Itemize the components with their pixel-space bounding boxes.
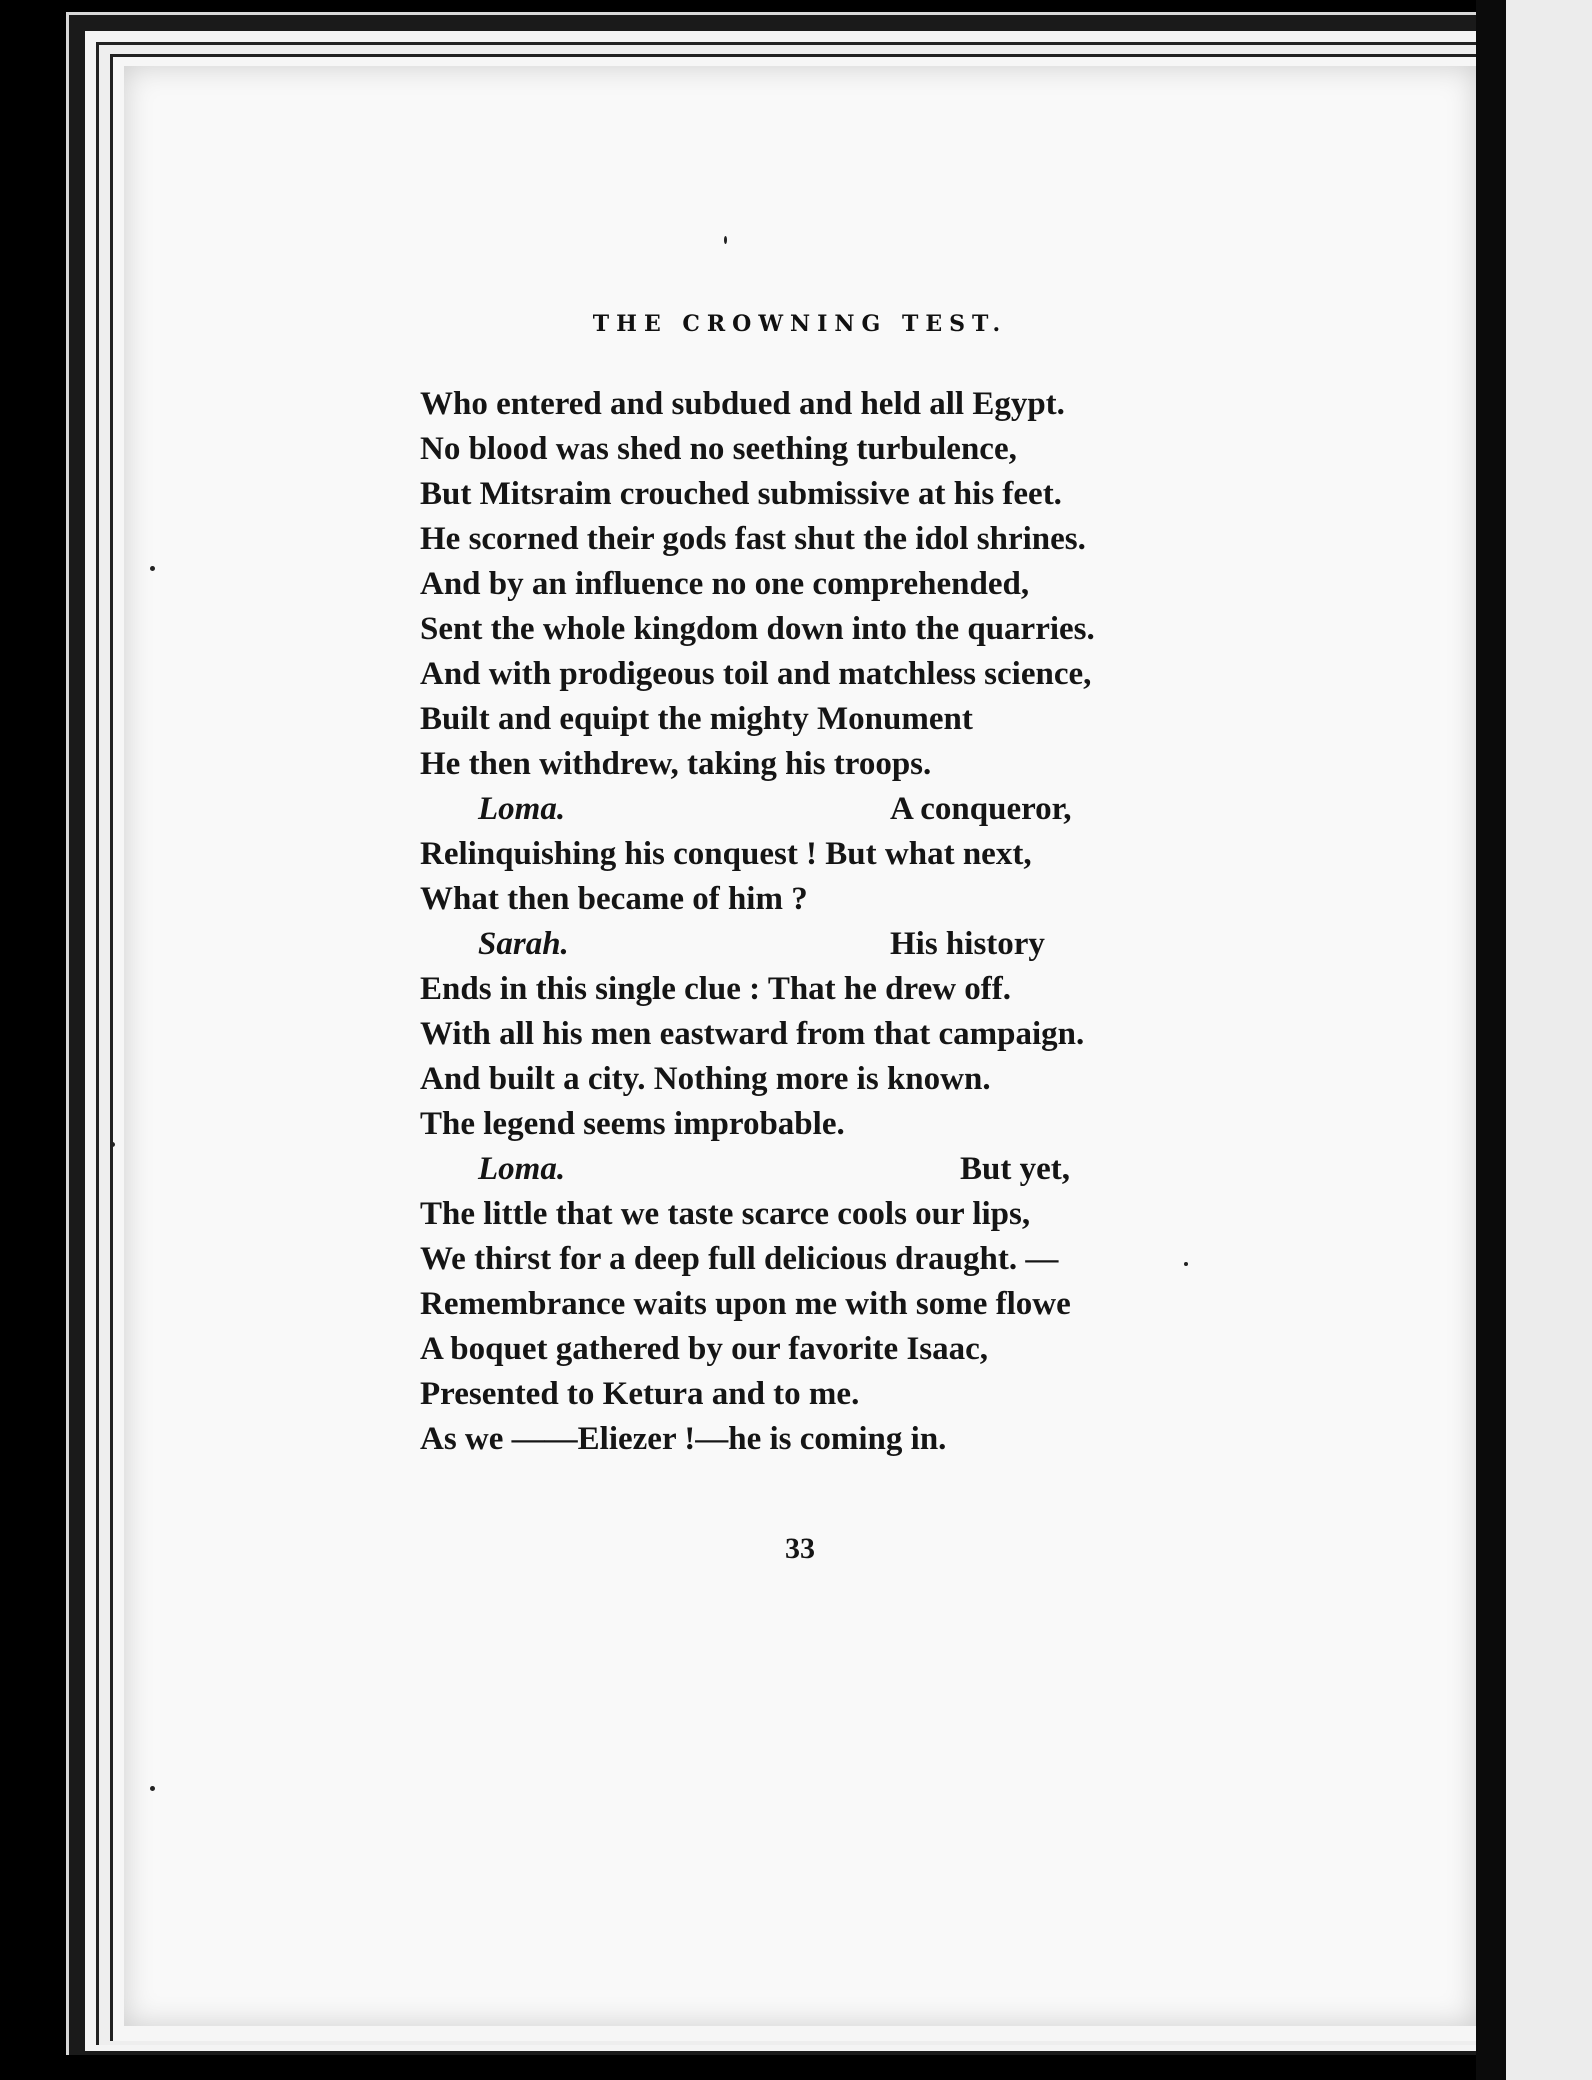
- line-text: He scorned their gods fast shut the idol shrines.: [420, 521, 1086, 557]
- poem-line: [420, 742, 1320, 787]
- line-text: Remembrance waits upon me with some flowe: [420, 1286, 1071, 1322]
- line-text: He then withdrew, taking his troops.: [420, 746, 932, 782]
- poem-line: [420, 1282, 1320, 1327]
- line-text: The legend seems improbable.: [420, 1106, 845, 1142]
- poem-line: [420, 1237, 1320, 1282]
- dialogue-text: But yet,: [960, 1151, 1070, 1187]
- speaker-line: [420, 922, 1320, 967]
- dust-speck: [150, 566, 155, 571]
- poem-line: [420, 517, 1320, 562]
- poem-line: [420, 832, 1320, 877]
- poem-line: [420, 1372, 1320, 1417]
- line-text: What then became of him ?: [420, 881, 808, 917]
- speaker-line: [420, 787, 1320, 832]
- poem-line: [420, 652, 1320, 697]
- dust-speck: [150, 1786, 155, 1791]
- dust-speck: [1184, 1262, 1188, 1266]
- poem-text: [420, 382, 1320, 1462]
- line-text: Built and equipt the mighty Monument: [420, 701, 973, 737]
- running-head: THE CROWNING TEST.: [592, 311, 1008, 337]
- line-text: Relinquishing his conquest ! But what next,: [420, 836, 1032, 872]
- line-text: We thirst for a deep full delicious draught. —: [420, 1241, 1059, 1277]
- speaker-name: Sarah.: [478, 926, 569, 962]
- dust-speck: [110, 1142, 115, 1147]
- poem-line: [420, 967, 1320, 1012]
- dust-speck: [724, 236, 727, 244]
- line-text: A boquet gathered by our favorite Isaac,: [420, 1331, 989, 1367]
- facing-page-edge: [1502, 0, 1592, 2080]
- line-text: And by an influence no one comprehended,: [420, 566, 1030, 602]
- speaker-name: Loma.: [478, 1151, 566, 1187]
- line-text: With all his men eastward from that campaign.: [420, 1016, 1085, 1052]
- poem-line: [420, 1327, 1320, 1372]
- dialogue-text: A conqueror,: [890, 791, 1072, 827]
- poem-line: [420, 1102, 1320, 1147]
- line-text: And with prodigeous toil and matchless science,: [420, 656, 1092, 692]
- poem-line: [420, 697, 1320, 742]
- line-text: Presented to Ketura and to me.: [420, 1376, 860, 1412]
- poem-line: [420, 1192, 1320, 1237]
- poem-line: [420, 607, 1320, 652]
- poem-line: [420, 562, 1320, 607]
- line-text: Sent the whole kingdom down into the quarries.: [420, 611, 1095, 647]
- poem-line: [420, 472, 1320, 517]
- speaker-line: [420, 1147, 1320, 1192]
- line-text: The little that we taste scarce cools our lips,: [420, 1196, 1031, 1232]
- line-text: As we ——Eliezer !—he is coming in.: [420, 1421, 947, 1457]
- poem-line: [420, 1012, 1320, 1057]
- line-text: No blood was shed no seething turbulence,: [420, 431, 1017, 467]
- line-text: And built a city. Nothing more is known.: [420, 1061, 991, 1097]
- poem-line: [420, 382, 1320, 427]
- book-page: [124, 66, 1476, 2026]
- binding-strip: [1476, 0, 1502, 2080]
- line-text: But Mitsraim crouched submissive at his feet.: [420, 476, 1062, 512]
- dialogue-text: His history: [890, 926, 1045, 962]
- poem-line: [420, 427, 1320, 472]
- line-text: Ends in this single clue : That he drew off.: [420, 971, 1012, 1007]
- poem-line: [420, 877, 1320, 922]
- poem-line: [420, 1057, 1320, 1102]
- poem-line: [420, 1417, 1320, 1462]
- page-number: 33: [785, 1532, 815, 1565]
- speaker-name: Loma.: [478, 791, 566, 827]
- line-text: Who entered and subdued and held all Egypt.: [420, 386, 1065, 422]
